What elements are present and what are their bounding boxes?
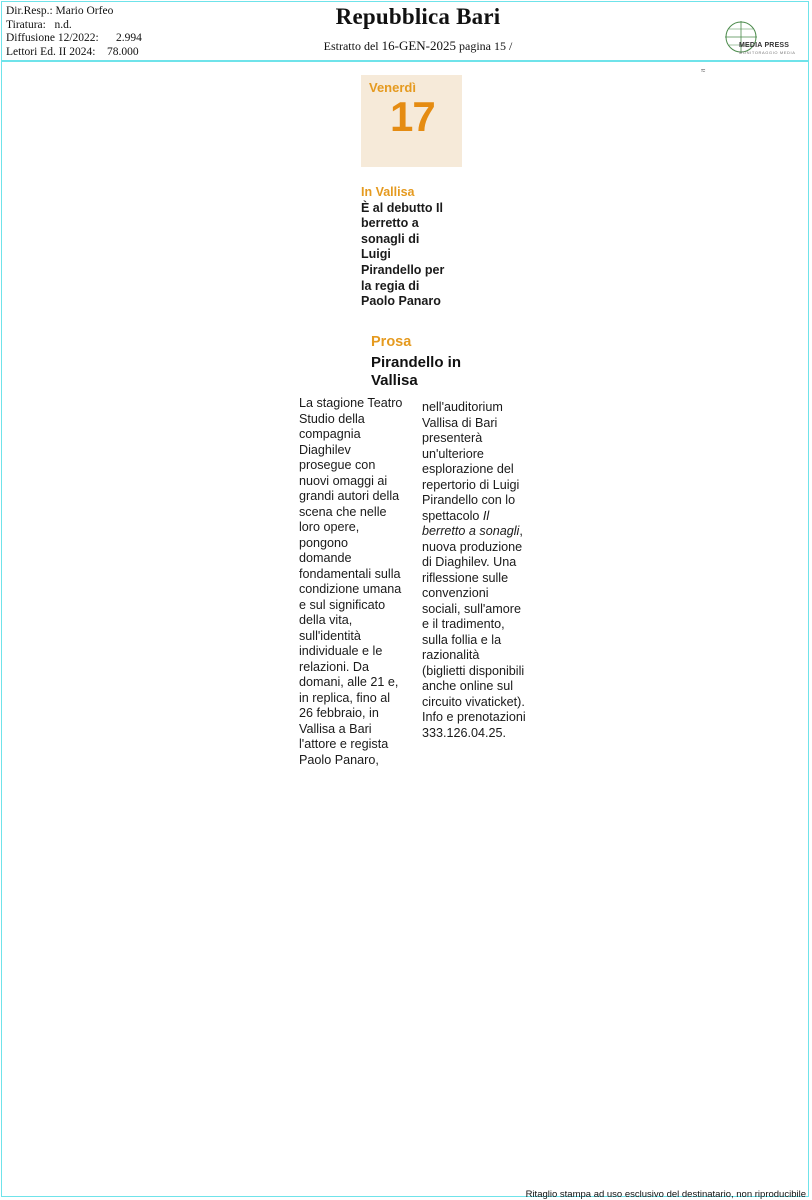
newspaper-masthead: Repubblica Bari: [335, 4, 501, 29]
meta-label: Lettori Ed. II 2024:: [6, 45, 96, 58]
article-body-column-2: [422, 400, 526, 741]
extract-page: pagina 15 /: [459, 39, 513, 53]
meta-value: n.d.: [54, 18, 72, 31]
body-text: nell'auditorium Vallisa di Bari presenterà un'ulteriore esplorazione del repertorio di Luigi Pirandello con lo spettacolo: [422, 400, 520, 523]
meta-director: [6, 5, 142, 19]
meta-value: Mario Orfeo: [55, 5, 114, 17]
extract-line: [251, 38, 585, 54]
meta-value: 78.000: [106, 45, 139, 58]
day-name: Venerdì: [369, 80, 416, 95]
page-frame: [1, 1, 809, 1197]
meta-print-run: [6, 19, 142, 33]
meta-label: Tiratura:: [6, 18, 46, 31]
meta-value: 2.994: [116, 32, 142, 44]
clipping-header: [1, 1, 809, 62]
event-description: È al debutto Il berretto a sonagli di Luigi Pirandello per la regia di Paolo Panaro: [361, 200, 445, 309]
body-text: , nuova produzione di Diaghilev. Una riflessione sulle convenzioni sociali, sull'amore e il tradimento, sulla follia e la razionalità (biglietti disponibili anche online sul circuito vivaticket). Info e prenotazioni 333.126.04.25.: [422, 524, 526, 740]
scan-mark-icon: ≈: [701, 66, 706, 75]
day-number: 17: [390, 93, 435, 140]
article-headline: Pirandello in Vallisa: [371, 354, 462, 389]
extract-prefix: Estratto del: [323, 39, 379, 53]
event-location: In Vallisa: [361, 185, 415, 199]
article-body-column-1: La stagione Teatro Studio della compagnia Diaghilev prosegue con nuovi omaggi ai grandi autori della scena che nelle loro opere, pongono domande fondamentali sulla condizione umana e sul significato della vita, sull'identità individuale e le relazioni. Da domani, alle 21 e, in replica, fino al 26 febbraio, in Vallisa a Bari l'attore e regista Paolo Panaro,: [299, 396, 403, 767]
meta-circulation: [6, 32, 142, 46]
logo-text: MEDIA PRESS: [739, 42, 790, 49]
meta-label: Diffusione 12/2022:: [6, 32, 99, 44]
extract-date: 16-GEN-2025: [381, 38, 457, 53]
event-summary: [361, 185, 451, 310]
meta-label: Dir.Resp.:: [6, 5, 53, 17]
show-title: Il berretto a sonagli: [422, 508, 520, 538]
publication-meta: [6, 5, 142, 59]
meta-readers: [6, 46, 142, 60]
copyright-notice: Ritaglio stampa ad uso esclusivo del destinatario, non riproducibile: [525, 1189, 806, 1200]
date-box: [361, 75, 462, 167]
section-label: Prosa: [371, 334, 412, 350]
logo-subtext: MONITORAGGIO MEDIA: [739, 50, 796, 55]
